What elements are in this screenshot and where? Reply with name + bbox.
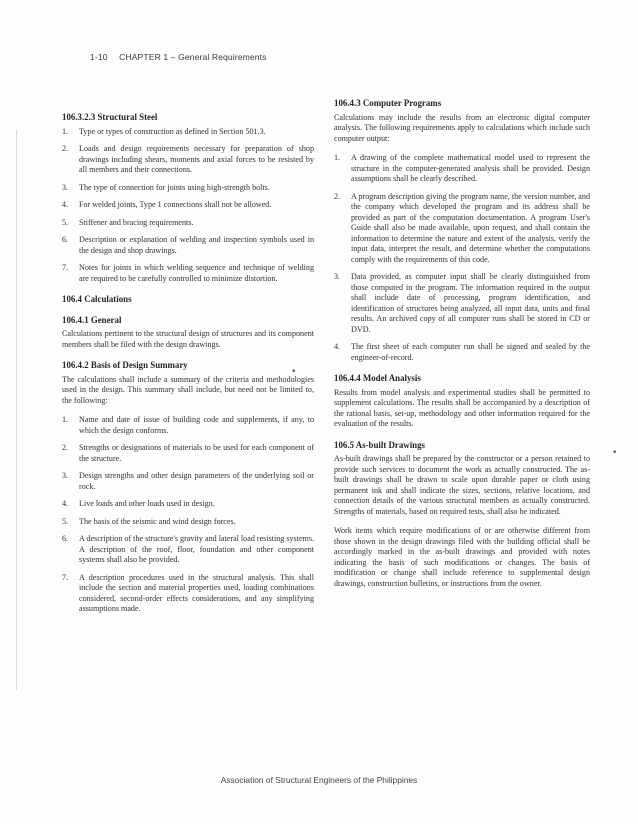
list-item — [62, 499, 314, 510]
item-number: 4. — [62, 499, 69, 508]
section-basis-of-design — [62, 360, 314, 615]
item-number: 2. — [334, 191, 341, 201]
item-number: 4. — [334, 342, 341, 351]
list-item — [62, 127, 314, 138]
item-text: The basis of the seismic and wind design forces. — [79, 516, 236, 526]
item-text: Live loads and other loads used in design. — [79, 499, 215, 508]
item-text: Name and date of issue of building code and supplements, if any, to which the design conforms. — [79, 415, 314, 435]
list-item — [62, 517, 314, 528]
item-text: Design strengths and other design parameters of the underlying soil or rock. — [79, 471, 314, 491]
left-column — [62, 112, 314, 625]
section-paragraph: Calculations pertinent to the structural design of structures and its component members shall be filed with the design drawings. — [62, 329, 314, 349]
item-number: 6. — [62, 235, 69, 244]
section-heading: 106.3.2.3 Structural Steel — [62, 112, 158, 122]
list-item — [62, 534, 314, 566]
list-item — [334, 192, 590, 266]
item-text: Data provided, as computer input shall be clearly distinguished from those computed in the program. The information required in the output shall include date of processing, program identification, and identification of structures being analyzed, all input data, units and final results. An archived copy of all computer runs shall be stored in CD or DVD. — [351, 272, 590, 334]
item-number: 1. — [334, 153, 341, 162]
section-heading: 106.4.3 Computer Programs — [334, 98, 442, 108]
item-number: 7. — [62, 263, 69, 272]
scan-edge-line — [16, 130, 17, 690]
list-item — [334, 342, 590, 363]
section-paragraph: As-built drawings shall be prepared by the constructor or a person retained to provide such services to document the work as actually constructed. The as-built drawings shall be drawn to scale upon durable paper or cloth using permanent ink and shall indicate the sizes, sections, relative locations, and connection details of the various structural members as actually constructed. Strengths of materials, based on required tests, shall also be indicated. — [334, 454, 590, 516]
list-item — [62, 573, 314, 615]
item-number: 3. — [62, 182, 69, 192]
list-item — [62, 235, 314, 256]
item-text: Description or explanation of welding and inspection symbols used in the design and shop drawings. — [79, 235, 314, 255]
item-number: 7. — [62, 572, 69, 582]
item-text: Notes for joints in which welding sequence and technique of welding are required to be carefully controlled to minimize distortion. — [79, 263, 314, 283]
structural-steel-list — [62, 127, 314, 285]
item-text: Loads and design requirements necessary for preparation of shop drawings including shears, moments and axial forces to be resisted by all members and their connections. — [79, 144, 314, 174]
item-text: The type of connection for joints using high-strength bolts. — [79, 182, 270, 192]
item-number: 6. — [62, 534, 69, 543]
list-item — [62, 218, 314, 229]
section-paragraph: The calculations shall include a summary of the criteria and methodologies used in the design. This summary shall include, but need not be limited to, the following: — [62, 374, 314, 405]
basis-of-design-list — [62, 415, 314, 615]
section-model-analysis — [334, 373, 590, 430]
section-paragraph: Results from model analysis and experimental studies shall be permitted to supplement calculations. The results shall be accompanied by a description of the rational basis, set-up, methodology and other information required for the evaluation of the results. — [334, 387, 590, 428]
list-item — [62, 471, 314, 492]
item-number: 5. — [62, 516, 69, 526]
section-structural-steel — [62, 112, 314, 284]
running-header — [90, 52, 267, 62]
section-heading: 106.4.4 Model Analysis — [334, 373, 421, 383]
section-paragraph: Work items which require modifications of or are otherwise different from those shown in the design drawings filed with the building official shall be accordingly marked in the as-built drawings and provided with notes indicating the basis of such modifications or changes. The basis of modification or change shall include reference to supplemental design drawings, construction bulletins, or instructions from the owner. — [334, 526, 590, 588]
item-number: 4. — [62, 200, 69, 209]
item-text: A description of the structure's gravity and lateral load resisting systems. A description of the roof, floor, foundation and other component systems shall also be provided. — [79, 534, 314, 564]
section-calculations — [62, 294, 314, 305]
page-footer: Association of Structural Engineers of the Philippines — [220, 775, 418, 785]
computer-programs-list — [334, 153, 590, 363]
stray-mark: • — [291, 367, 297, 377]
item-text: Strengths or designations of materials to be used for each component of the structure. — [79, 443, 314, 463]
section-as-built-drawings — [334, 440, 590, 590]
item-text: Type or types of construction as defined in Section 501.3. — [79, 126, 266, 136]
section-heading: 106.4.2 Basis of Design Summary — [62, 360, 188, 370]
item-text: Stiffener and bracing requirements. — [79, 217, 194, 227]
stray-mark: • — [612, 448, 618, 458]
right-column — [334, 98, 590, 599]
item-text: A drawing of the complete mathematical model used to represent the structure in the computer-generated analysis shall be provided. Design assumptions shall be clearly described. — [351, 153, 590, 183]
item-text: The first sheet of each computer run shall be signed and sealed by the engineer-of-record. — [351, 342, 590, 362]
item-number: 5. — [62, 217, 69, 227]
list-item — [62, 415, 314, 436]
item-number: 2. — [62, 144, 69, 153]
chapter-title: CHAPTER 1 – General Requirements — [119, 52, 267, 62]
section-heading: 106.4.1 General — [62, 314, 122, 325]
list-item — [62, 200, 314, 211]
item-number: 1. — [62, 415, 69, 424]
section-computer-programs — [334, 98, 590, 363]
item-number: 3. — [62, 471, 69, 480]
page-number: 1-10 — [90, 52, 108, 62]
item-number: 1. — [62, 126, 69, 136]
item-text: A description procedures used in the structural analysis. This shall include the section and material properties used, loading combinations considered, second-order effects considerations, and any simplifying assumptions made. — [79, 572, 314, 613]
item-text: For welded joints, Type 1 connections shall not be allowed. — [79, 200, 272, 209]
list-item — [62, 263, 314, 284]
section-heading: 106.4 Calculations — [62, 294, 132, 304]
item-number: 2. — [62, 443, 69, 452]
item-number: 3. — [334, 272, 341, 281]
list-item — [62, 443, 314, 464]
list-item — [334, 272, 590, 335]
section-general — [62, 315, 314, 351]
section-heading: 106.5 As-built Drawings — [334, 439, 425, 450]
section-paragraph: Calculations may include the results from an electronic digital computer analysis. The following requirements apply to calculations which include such computer output: — [334, 112, 590, 143]
list-item — [334, 153, 590, 185]
list-item — [62, 144, 314, 176]
list-item — [62, 183, 314, 194]
item-text: A program description giving the program name, the version number, and the company which developed the program and its address shall be provided as part of the computation documentation. A program User's Guide shall also be made available, upon request, and shall contain the information to determine the nature and extent of the analysis, verify the input data, interpret the result, and determine whether the computations comply with the requirements of this code. — [351, 191, 590, 264]
